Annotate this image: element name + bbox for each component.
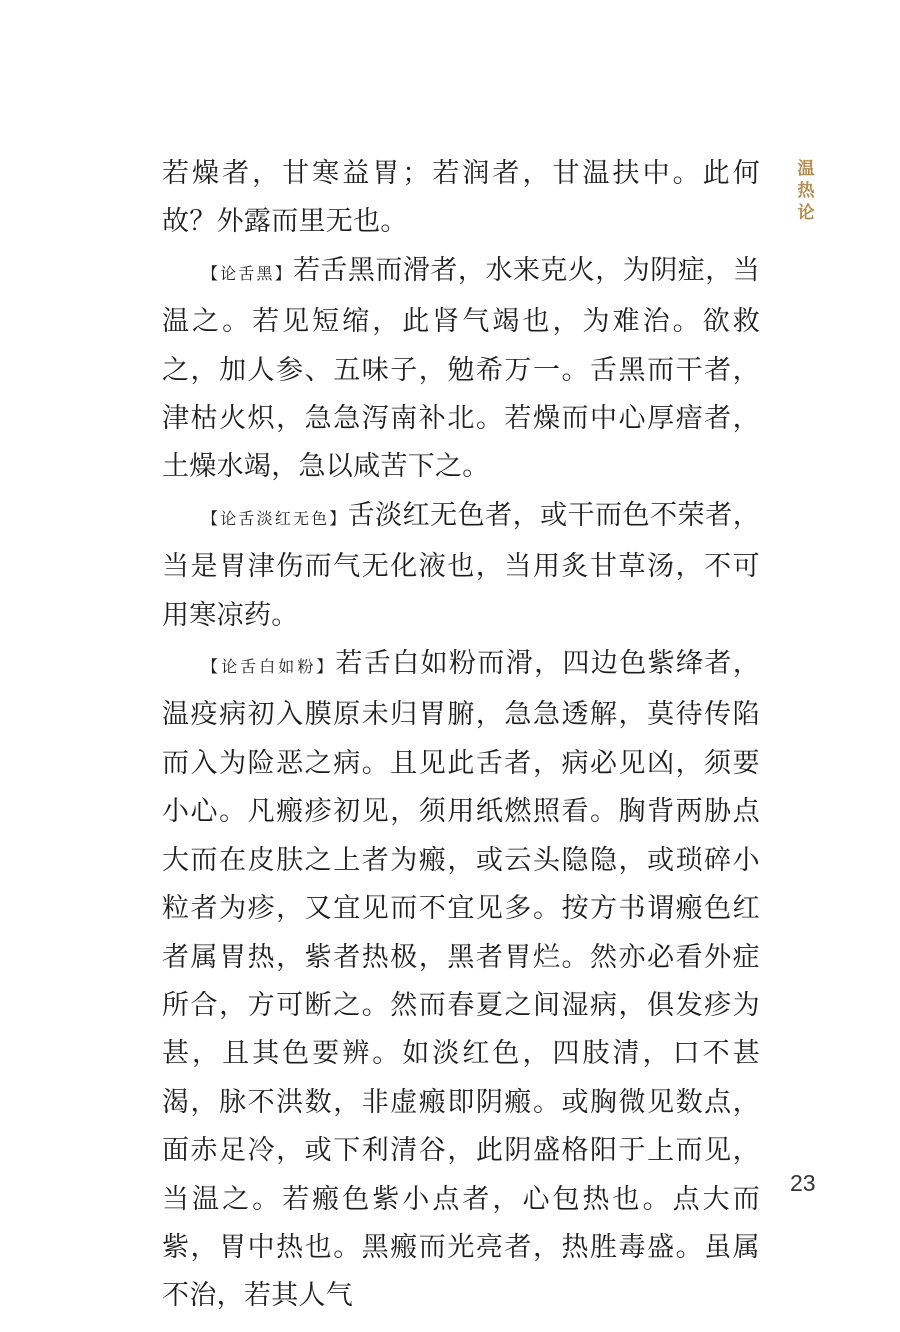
paragraph-text: 若燥者，甘寒益胃；若润者，甘温扶中。此何故？外露而里无也。 [162, 158, 760, 238]
paragraph [162, 492, 760, 640]
body-text [162, 150, 760, 1321]
page-number: 23 [790, 1170, 816, 1196]
section-heading: 【论舌淡红无色】 [202, 508, 348, 528]
paragraph [162, 247, 760, 492]
header-char: 温 [797, 159, 815, 179]
header-char: 热 [797, 181, 815, 201]
section-heading: 【论舌白如粉】 [202, 657, 336, 677]
running-header [794, 158, 818, 224]
paragraph-text: 若舌黑而滑者，水来克火，为阴症，当温之。若见短缩，此肾气竭也，为难治。欲救之，加人参、五味子，勉希万一。舌黑而干者，津枯火炽，急急泻南补北。若燥而中心厚瘖者，土燥水竭，急以咸苦下之。 [162, 254, 760, 483]
paragraph [162, 640, 760, 1321]
paragraph-text: 若舌白如粉而滑，四边色紫绛者，温疫病初入膜原未归胃腑，急急透解，莫待传陷而入为险恶之病。且见此舌者，病必见凶，须要小心。凡瘢疹初见，须用纸燃照看。胸背两胁点大而在皮肤之上者为瘢，或云头隐隐，或琐碎小粒者为疹，又宜见而不宜见多。按方书谓瘢色红者属胃热，紫者热极，黑者胃烂。然亦必看外症所合，方可断之。然而春夏之间湿病，俱发疹为甚，且其色要辨。如淡红色，四肢清，口不甚渴，脉不洪数，非虚瘢即阴瘢。或胸微见数点，面赤足冷，或下利清谷，此阴盛格阳于上而见，当温之。若瘢色紫小点者，心包热也。点大而紫，胃中热也。黑瘢而光亮者，热胜毒盛。虽属不治，若其人气 [162, 648, 760, 1312]
paragraph-text: 舌淡红无色者，或干而色不荣者，当是胃津伤而气无化液也，当用炙甘草汤，不可用寒凉药。 [162, 499, 760, 631]
paragraph [162, 150, 760, 247]
header-char: 论 [797, 203, 815, 223]
section-heading: 【论舌黑】 [202, 263, 293, 283]
